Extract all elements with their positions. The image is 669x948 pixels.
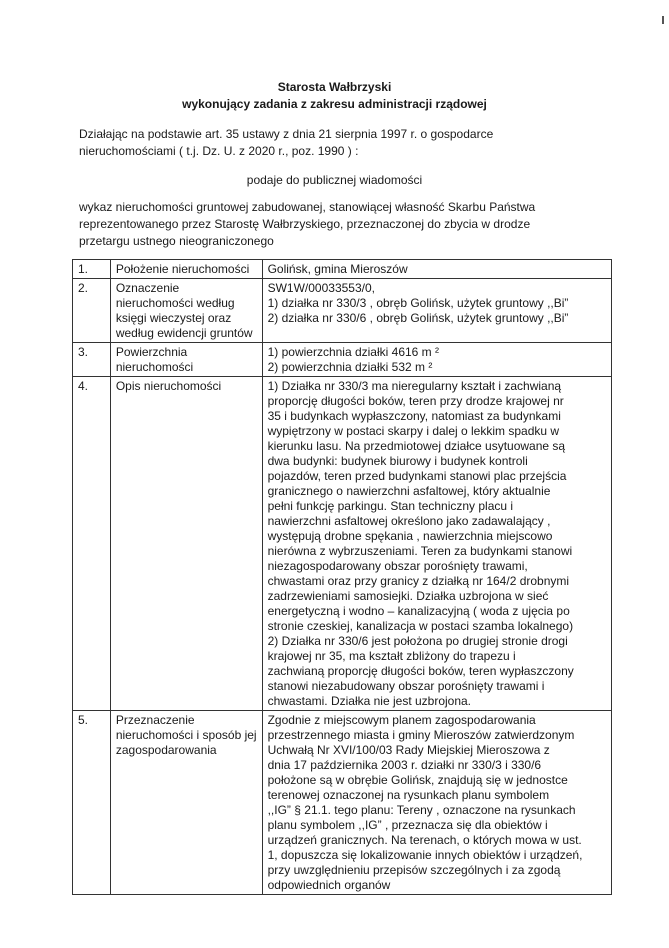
row-value-line: pełni funkcję parkingu. Stan techniczny placu i: [267, 499, 514, 513]
row-value-line: Zgodnie z miejscowym planem zagospodarowania: [267, 713, 536, 727]
row-value-line: Uchwałą Nr XVI/100/03 Rady Miejskiej Mieroszowa z: [267, 743, 550, 757]
row-label: [110, 711, 262, 895]
issuer-title: Starosta Wałbrzyski: [277, 80, 392, 94]
row-value: [262, 279, 611, 343]
row-value-line: 1) powierzchnia działki 4616 m ²: [267, 345, 440, 359]
list-description: [79, 199, 599, 250]
row-label-line: zagospodarowania: [115, 743, 217, 757]
row-value-line: Golińsk, gmina Mieroszów: [267, 262, 408, 276]
row-value-line: występują drobne spękania , nawierzchnia miejscowo: [267, 529, 553, 543]
row-value-line: SW1W/00033553/0,: [267, 281, 375, 295]
row-value-line: proporcję długości boków, teren przy drodze krajowej nr: [267, 394, 564, 408]
table-row: [73, 343, 612, 377]
row-value-line: położone są w obrębie Golińsk, znajdują się w jednostce: [267, 773, 568, 787]
row-number: 4.: [73, 377, 111, 711]
table-row: [73, 711, 612, 895]
row-value-line: planu symbolem ,,IG” , przeznacza się dla obiektów i: [267, 818, 548, 832]
scan-mark: [662, 16, 664, 24]
property-table: [72, 259, 612, 895]
row-value-line: krajowej nr 35, ma kształt zbliżony do trapezu i: [267, 649, 516, 663]
row-value-line: stronie czeskiej, kanalizacja w postaci szamba lokalnego): [267, 619, 574, 633]
row-value-line: 1, dopuszcza się lokalizowanie innych obiektów i urządzeń,: [267, 848, 583, 862]
row-value: [262, 377, 611, 711]
row-value-line: stanowi niezabudowany obszar porośnięty trawami i: [267, 679, 545, 693]
row-value-line: zachwianą proporcję długości boków, teren wypłaszczony: [267, 664, 574, 678]
row-value-line: chwastami. Działka nie jest uzbrojona.: [267, 694, 472, 708]
row-value-line: terenowej oznaczonej na rysunkach planu symbolem: [267, 788, 550, 802]
row-value-line: granicznego o nawierzchni asfaltowej, który aktualnie: [267, 484, 551, 498]
row-label-line: Oznaczenie: [115, 281, 180, 295]
row-value-line: ,,IG” § 21.1. tego planu: Tereny , oznaczone na rysunkach: [267, 803, 576, 817]
row-value-line: niezagospodarowany obszar porośnięty trawami,: [267, 559, 528, 573]
row-label-line: Powierzchnia: [115, 345, 188, 359]
row-label-line: Przeznaczenie: [115, 713, 195, 727]
row-value: [262, 711, 611, 895]
row-label-line: księgi wieczystej oraz: [115, 311, 232, 325]
list-description-line: reprezentowanego przez Starostę Wałbrzyskiego, przeznaczonej do zbycia w drodze: [79, 217, 531, 231]
list-description-line: przetargu ustnego nieograniczonego: [79, 234, 274, 248]
row-value-line: 1) Działka nr 330/3 ma nieregularny kształt i zachwianą: [267, 379, 562, 393]
list-description-line: wykaz nieruchomości gruntowej zabudowanej, stanowiącej własność Skarbu Państwa: [79, 200, 536, 214]
row-label: [110, 377, 262, 711]
row-label-line: nieruchomości: [115, 360, 194, 374]
row-label: [110, 279, 262, 343]
row-label: [110, 260, 262, 279]
row-value-line: 2) powierzchnia działki 532 m ²: [267, 360, 433, 374]
row-value: [262, 260, 611, 279]
row-value-line: 35 i budynkach wypłaszczony, natomiast za budynkami: [267, 409, 561, 423]
row-value: [262, 343, 611, 377]
row-value-line: nawierzchni asfaltowej określono jako zadawalający ,: [267, 514, 551, 528]
row-label-line: nieruchomości i sposób jej: [115, 728, 257, 742]
legal-basis-line: nieruchomościami ( t.j. Dz. U. z 2020 r., poz. 1990 ) :: [79, 144, 359, 158]
row-value-line: zadrzewieniami samosiejki. Działka uzbrojona w sieć: [267, 589, 549, 603]
row-value-line: dwa budynki: budynek biurowy i budynek kontroli: [267, 454, 528, 468]
row-label-line: nieruchomości według: [115, 296, 235, 310]
row-label-line: Położenie nieruchomości: [115, 262, 250, 276]
row-label-line: według ewidencji gruntów: [115, 326, 253, 340]
row-label-line: Opis nieruchomości: [115, 379, 222, 393]
table-row: [73, 377, 612, 711]
row-value-line: odpowiednich organów: [267, 878, 391, 892]
row-value-line: przy uwzględnieniu przepisów szczególnych i za zgodą: [267, 863, 561, 877]
row-value-line: wypiętrzony w postaci skarpy i dalej o lekkim spadku w: [267, 424, 560, 438]
row-value-line: pojazdów, teren przed budynkami stanowi plac przejścia: [267, 469, 567, 483]
table-row: [73, 279, 612, 343]
row-number: 1.: [73, 260, 111, 279]
row-value-line: przestrzennego miasta i gminy Mieroszów zatwierdzonym: [267, 728, 575, 742]
row-value-line: urządzeń granicznych. Na terenach, o których mowa w ust.: [267, 833, 582, 847]
legal-basis-line: Działając na podstawie art. 35 ustawy z dnia 21 sierpnia 1997 r. o gospodarce: [79, 127, 494, 141]
row-label: [110, 343, 262, 377]
announcement: podaje do publicznej wiadomości: [246, 173, 423, 187]
table-row: [73, 260, 612, 279]
row-value-line: nierówna z wybrzuszeniami. Teren za budynkami stanowi: [267, 544, 573, 558]
row-value-line: kierunku lasu. Na przedmiotowej działce usytuowane są: [267, 439, 566, 453]
issuer-subtitle: wykonujący zadania z zakresu administracji rządowej: [182, 97, 487, 111]
row-number: 2.: [73, 279, 111, 343]
row-value-line: energetyczną i wodno – kanalizacyjną ( woda z ujęcia po: [267, 604, 570, 618]
row-number: 5.: [73, 711, 111, 895]
property-table-body: [73, 260, 612, 895]
row-value-line: chwastami oraz przy granicy z działką nr 164/2 drobnymi: [267, 574, 570, 588]
legal-basis: [79, 126, 599, 160]
row-value-line: dnia 17 października 2003 r. działki nr 330/3 i 330/6: [267, 758, 542, 772]
row-value-line: 1) działka nr 330/3 , obręb Golińsk, użytek gruntowy ,,Bi”: [267, 296, 569, 310]
row-value-line: 2) Działka nr 330/6 jest położona po drugiej stronie drogi: [267, 634, 568, 648]
row-number: 3.: [73, 343, 111, 377]
row-value-line: 2) działka nr 330/6 , obręb Golińsk, użytek gruntowy ,,Bi”: [267, 311, 569, 325]
